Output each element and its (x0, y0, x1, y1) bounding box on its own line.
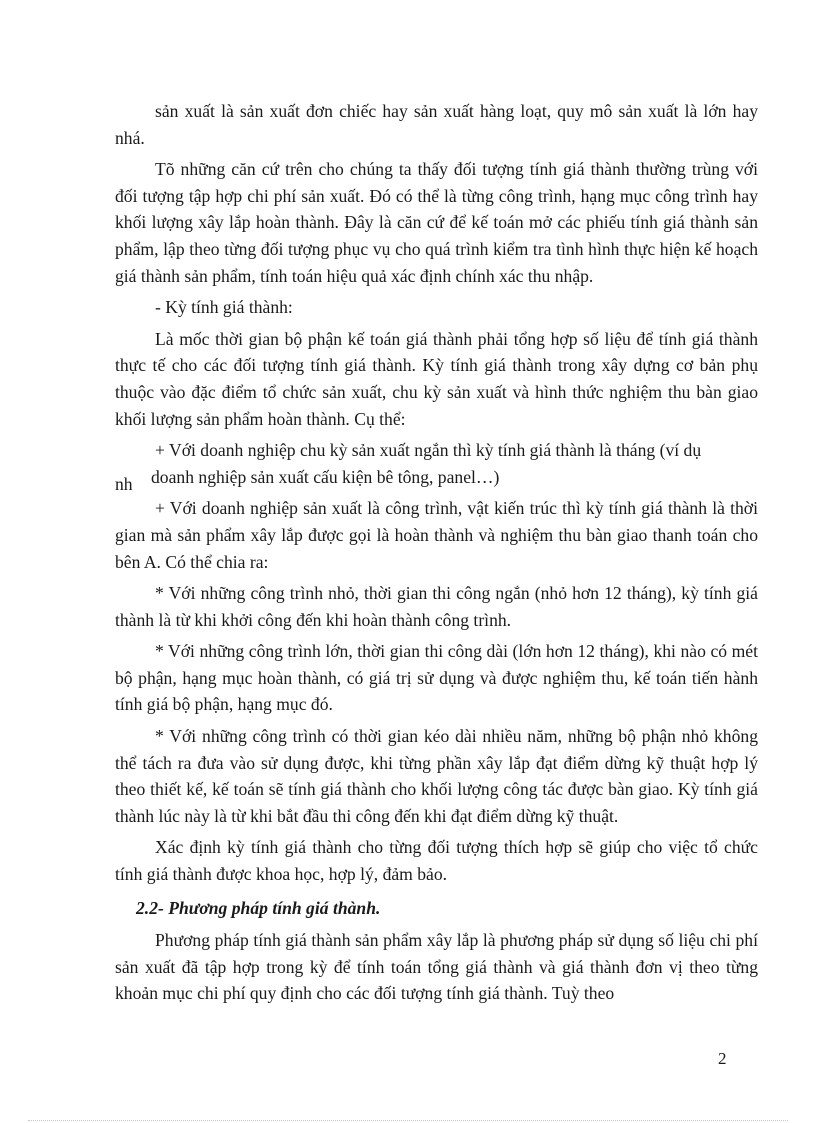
page-body (115, 98, 758, 1007)
section-heading: 2.2- Phương pháp tính giá thành. (136, 897, 381, 918)
paragraph-5: + Với doanh nghiệp sản xuất là công trình, vật kiến trúc thì kỳ tính giá thành là thời gian mà sản phẩm xây lắp được gọi là hoàn thành và nghiệm thu bàn giao thanh toán cho bên A. Có thể chia ra: (115, 498, 758, 572)
paragraph-2: Tõ những căn cứ trên cho chúng ta thấy đối tượng tính giá thành thường trùng với đối tượng tập hợp chi phí sản xuất. Đó có thể là từng công trình, hạng mục công trình hay khối lượng xây lắp hoàn thành. Đây là căn cứ để kế toán mở các phiếu tính giá thành sản phẩm, lập theo từng đối tượng phục vụ cho quá trình kiểm tra tình hình thực hiện kế hoạch giá thành sản phẩm, tính toán hiệu quả xác định chính xác thu nhập. (115, 159, 758, 286)
paragraph-10: Phương pháp tính giá thành sản phẩm xây lắp là phương pháp sử dụng số liệu chi phí sản xuất đã tập hợp trong kỳ để tính toán tổng giá thành và giá thành đơn vị theo từng khoản mục chi phí quy định cho các đối tượng tính giá thành. Tuỳ theo (115, 930, 758, 1004)
stray-text-nh: nh (115, 473, 133, 494)
paragraph-7: * Với những công trình lớn, thời gian thi công dài (lớn hơn 12 tháng), khi nào có mét bộ phận, hạng mục hoàn thành, có giá trị sử dụng và được nghiệm thu, kế toán tiến hành tính giá bộ phận, hạng mục đó. (115, 641, 758, 715)
list-heading-ky-tinh-gia-thanh: - Kỳ tính giá thành: (155, 297, 293, 318)
page-number: 2 (718, 1049, 727, 1068)
paragraph-9: Xác định kỳ tính giá thành cho từng đối tượng thích hợp sẽ giúp cho việc tổ chức tính giá thành được khoa học, hợp lý, đảm bảo. (115, 837, 758, 885)
paragraph-1: sản xuất là sản xuất đơn chiếc hay sản xuất hàng loạt, quy mô sản xuất là lớn hay nhá. (115, 101, 758, 148)
paragraph-4-continuation: doanh nghiệp sản xuất cấu kiện bê tông, panel…) (151, 466, 500, 487)
paragraph-6: * Với những công trình nhỏ, thời gian thi công ngắn (nhỏ hơn 12 tháng), kỳ tính giá thành là từ khi khởi công đến khi hoàn thành công trình. (115, 583, 758, 630)
paragraph-4-line2 (115, 464, 758, 494)
paragraph-4-line1: + Với doanh nghiệp chu kỳ sản xuất ngắn thì kỳ tính giá thành là tháng (ví dụ (155, 440, 702, 461)
paragraph-3: Là mốc thời gian bộ phận kế toán giá thành phải tổng hợp số liệu để tính giá thành thực tế cho các đối tượng tính giá thành. Kỳ tính giá thành trong xây dựng cơ bản phụ thuộc vào đặc điểm tổ chức sản xuất, chu kỳ sản xuất và hình thức nghiệm thu bàn giao khối lượng sản phẩm hoàn thành. Cụ thể: (115, 328, 758, 429)
footer-divider (28, 1120, 788, 1121)
paragraph-8: * Với những công trình có thời gian kéo dài nhiều năm, những bộ phận nhỏ không thể tách ra đưa vào sử dụng được, khi từng phần xây lắp đạt điểm dừng kỹ thuật hợp lý theo thiết kế, kế toán sẽ tính giá thành cho khối lượng công tác được bàn giao. Kỳ tính giá thành lúc này là từ khi bắt đầu thi công đến khi đạt điểm dừng kỹ thuật. (115, 726, 758, 826)
